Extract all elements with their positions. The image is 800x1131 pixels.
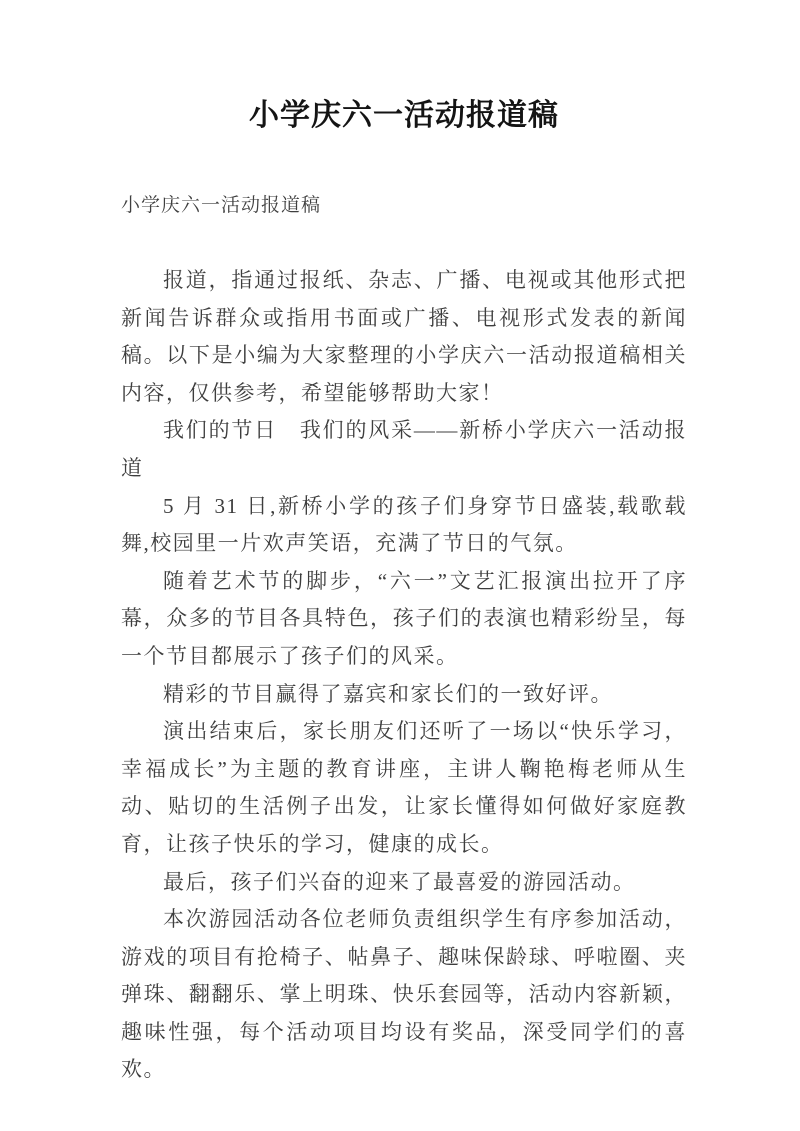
document-subtitle: 小学庆六一活动报道稿 — [121, 195, 322, 216]
paragraph-intro: 报道，指通过报纸、杂志、广播、电视或其他形式把新闻告诉群众或指用书面或广播、电视形式发表的新闻稿。以下是小编为大家整理的小学庆六一活动报道稿相关内容，仅供参考，希望能够帮助大家！ — [121, 268, 687, 405]
paragraph-praise: 精彩的节目赢得了嘉宾和家长们的一致好评。 — [163, 681, 613, 706]
paragraph-lecture: 演出结束后，家长朋友们还听了一场以“快乐学习，幸福成长”为主题的教育讲座，主讲人鞠艳梅老师从生动、贴切的生活例子出发，让家长懂得如何做好家庭教育，让孩子快乐的学习，健康的成长。 — [121, 719, 687, 856]
paragraph-date-opening: 5 月 31 日,新桥小学的孩子们身穿节日盛装,载歌载舞,校园里一片欢声笑语，充满了节日的气氛。 — [121, 493, 687, 556]
document-title: 小学庆六一活动报道稿 — [249, 99, 559, 132]
document-body — [121, 262, 687, 1089]
paragraph-report-headline: 我们的节日 我们的风采——新桥小学庆六一活动报道 — [121, 418, 687, 480]
paragraph-art-festival: 随着艺术节的脚步，“六一”文艺汇报演出拉开了序幕，众多的节目各具特色，孩子们的表演也精彩纷呈，每一个节目都展示了孩子们的风采。 — [121, 568, 687, 668]
paragraph-garden-activity-intro: 最后，孩子们兴奋的迎来了最喜爱的游园活动。 — [163, 869, 636, 894]
paragraph-garden-activity-detail: 本次游园活动各位老师负责组织学生有序参加活动，游戏的项目有抢椅子、帖鼻子、趣味保龄球、呼啦圈、夹弹珠、翻翻乐、掌上明珠、快乐套园等，活动内容新颖，趣味性强，每个活动项目均设有奖品，深受同学们的喜欢。 — [121, 907, 687, 1082]
